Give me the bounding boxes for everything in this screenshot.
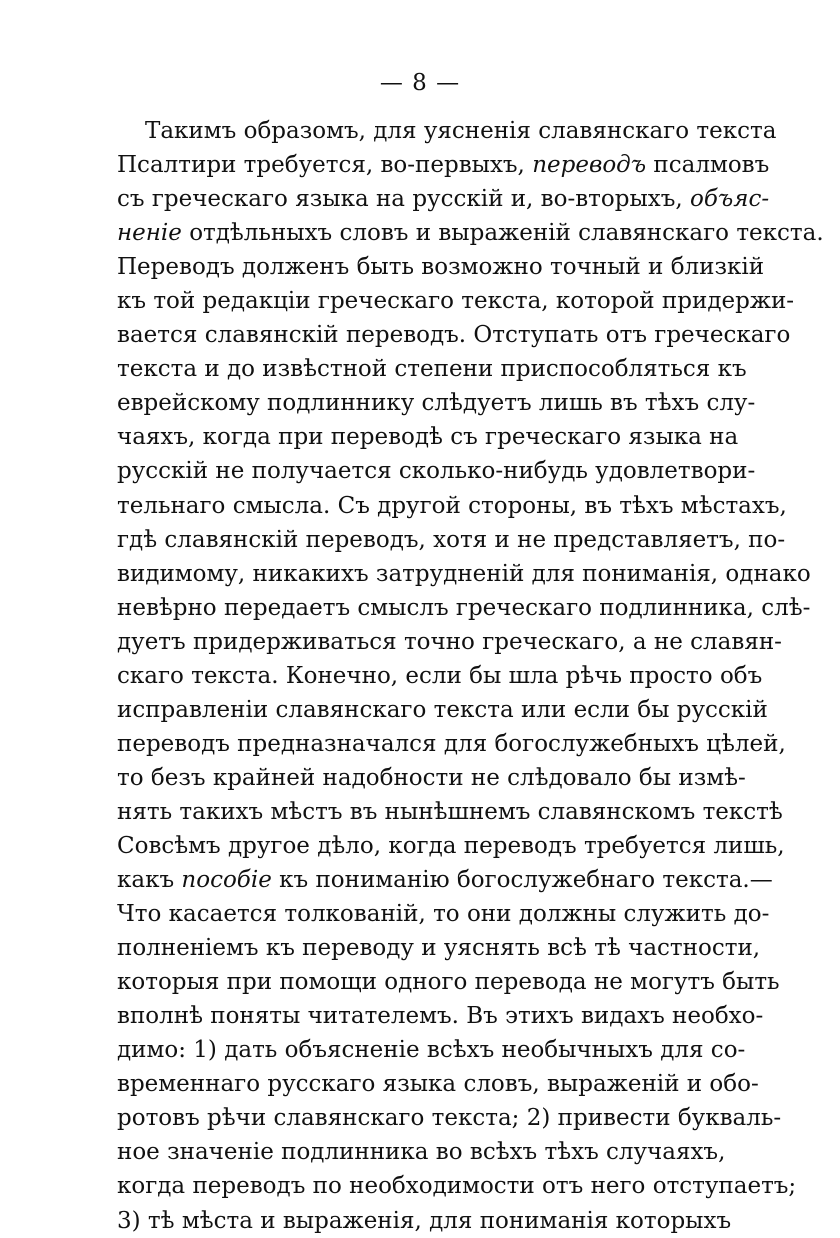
text-line [117, 1033, 746, 1067]
text-segment: когда переводъ по необходимости отъ него отступаетъ; [117, 1173, 797, 1200]
body-text [117, 114, 824, 1238]
text-segment: къ той редакціи греческаго текста, которой придержи- [117, 288, 795, 315]
text-segment: переводъ предназначался для богослужебныхъ цѣлей, [117, 730, 786, 757]
text-segment: то безъ крайней надобности не слѣдовало бы измѣ- [117, 764, 746, 791]
text-line [117, 1204, 732, 1238]
text-segment: полненіемъ къ переводу и уяснять всѣ тѣ частности, [117, 935, 761, 962]
text-segment: видимому, никакихъ затрудненій для пониманія, однако [117, 560, 811, 587]
italic-term: пособіе [181, 867, 272, 894]
text-segment: къ пониманію богослужебнаго текста.— [271, 867, 773, 894]
text-segment: Переводъ долженъ быть возможно точный и близкій [117, 254, 765, 281]
text-segment: 3) тѣ мѣста и выраженія, для пониманія которыхъ [117, 1207, 732, 1234]
text-line [117, 182, 770, 216]
text-line [117, 1169, 797, 1203]
italic-term: объяс- [690, 186, 770, 213]
text-line [117, 352, 747, 386]
text-segment: нять такихъ мѣстъ въ нынѣшнемъ славянскомъ текстѣ [117, 798, 783, 825]
text-line [117, 216, 824, 250]
text-segment: ное значеніе подлинника во всѣхъ тѣхъ случаяхъ, [117, 1139, 726, 1166]
text-segment: вается славянскій переводъ. Отступать отъ греческаго [117, 322, 791, 349]
text-segment: ротовъ рѣчи славянскаго текста; 2) привести букваль- [117, 1105, 782, 1132]
text-line [117, 659, 763, 693]
page-number: — 8 — [379, 70, 461, 96]
text-segment: чаяхъ, когда при переводѣ съ греческаго языка на [117, 424, 739, 451]
text-line [117, 931, 761, 965]
text-line [117, 1135, 726, 1169]
text-line [117, 897, 770, 931]
text-line [117, 965, 780, 999]
text-segment: Такимъ образомъ, для уясненія славянскаго текста [145, 118, 777, 144]
text-segment: какъ [117, 867, 182, 894]
text-line [117, 591, 811, 625]
text-segment: отдѣльныхъ словъ и выраженій славянскаго текста. [181, 220, 824, 247]
text-segment: дуетъ придерживаться точно греческаго, а не славян- [117, 628, 782, 655]
text-line [117, 250, 765, 284]
text-line [117, 863, 773, 897]
text-line [117, 284, 795, 318]
text-line [117, 795, 783, 829]
text-segment: русскій не получается сколько-нибудь удовлетвори- [117, 458, 756, 485]
text-segment: Совсѣмъ другое дѣло, когда переводъ требуется лишь, [117, 832, 785, 859]
text-segment: невѣрно передаетъ смыслъ греческаго подлинника, слѣ- [117, 594, 811, 621]
text-segment: тельнаго смысла. Съ другой стороны, въ тѣхъ мѣстахъ, [117, 492, 787, 519]
text-segment: димо: 1) дать объясненіе всѣхъ необычныхъ для со- [117, 1037, 746, 1064]
text-segment: временнаго русскаго языка словъ, выраженій и обо- [117, 1071, 759, 1098]
italic-term: переводъ [532, 152, 647, 179]
text-line [117, 386, 756, 420]
text-line [117, 489, 787, 523]
text-segment: которыя при помощи одного перевода не могутъ быть [117, 969, 780, 996]
text-line [117, 557, 811, 591]
text-segment: скаго текста. Конечно, если бы шла рѣчь просто объ [117, 662, 763, 689]
text-line [117, 420, 739, 454]
text-line [117, 999, 764, 1033]
text-segment: Что касается толкованій, то они должны служить до- [117, 901, 770, 928]
text-segment: еврейскому подлиннику слѣдуетъ лишь въ тѣхъ слу- [117, 390, 756, 417]
text-line [117, 114, 777, 148]
text-line [117, 1067, 759, 1101]
text-segment: вполнѣ поняты читателемъ. Въ этихъ видахъ необхо- [117, 1003, 764, 1030]
text-segment: Псалтири требуется, во-первыхъ, [117, 152, 533, 179]
text-segment: текста и до извѣстной степени приспособляться къ [117, 356, 747, 383]
text-line [117, 761, 746, 795]
text-line [117, 318, 791, 352]
italic-term: неніе [117, 220, 182, 247]
text-segment: съ греческаго языка на русскій и, во-вторыхъ, [117, 186, 691, 213]
text-line [117, 1101, 782, 1135]
text-line [117, 829, 785, 863]
text-segment: гдѣ славянскій переводъ, хотя и не представляетъ, по- [117, 526, 786, 553]
text-line [117, 727, 786, 761]
text-line [117, 454, 756, 488]
text-segment: исправленіи славянскаго текста или если бы русскій [117, 696, 768, 723]
text-line [117, 625, 782, 659]
text-line [117, 693, 768, 727]
text-line [117, 148, 770, 182]
text-line [117, 523, 786, 557]
text-segment: псалмовъ [646, 152, 770, 179]
